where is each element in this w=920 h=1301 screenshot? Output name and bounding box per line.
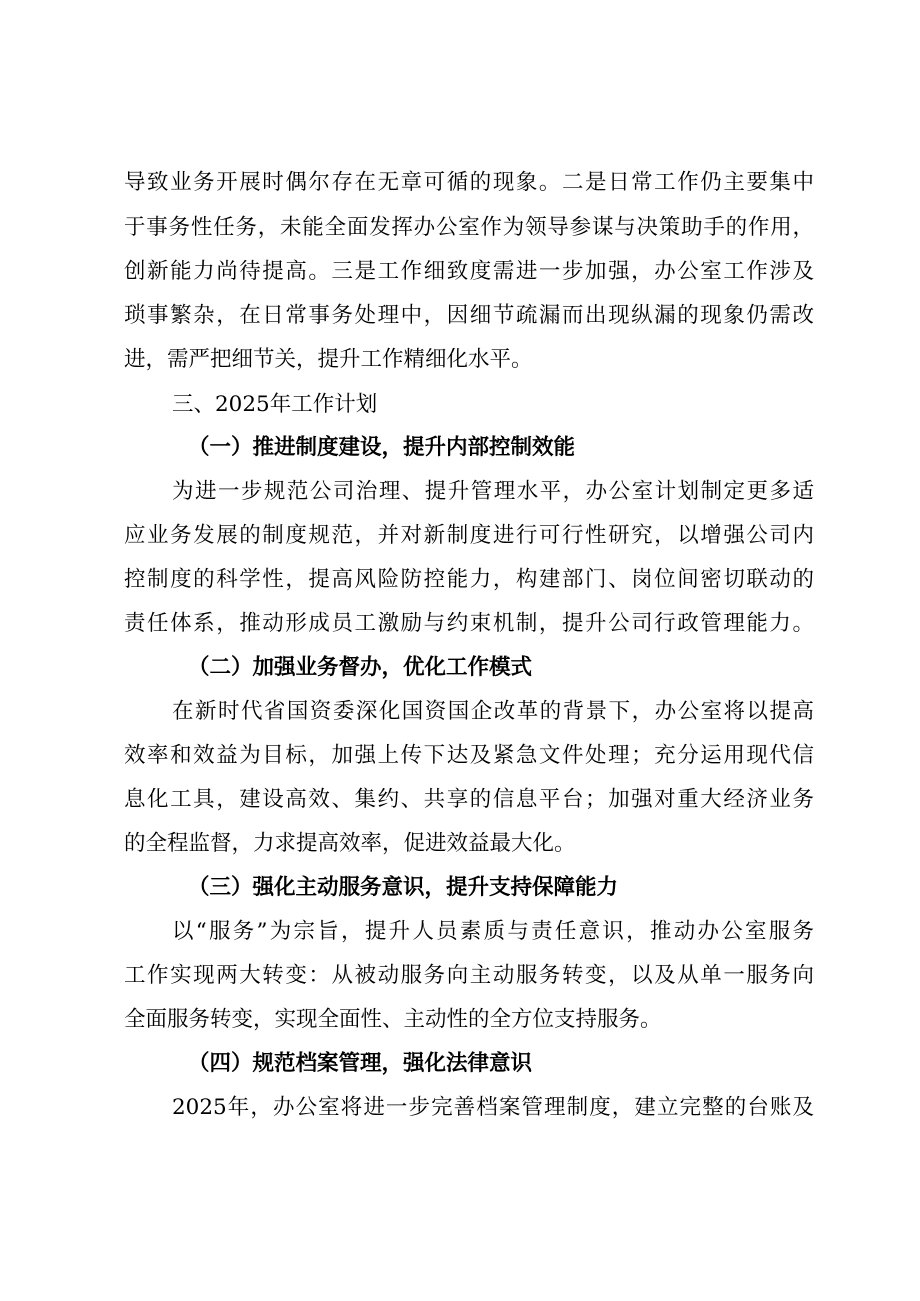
paragraph-line: 于事务性任务，未能全面发挥办公室作为领导参谋与决策助手的作用，: [124, 215, 814, 240]
paragraph-line: 全面服务转变，实现全面性、主动性的全方位支持服务。: [124, 1007, 662, 1032]
paragraph-line: 2025年，办公室将进一步完善档案管理制度，建立完整的台账及: [172, 1095, 814, 1120]
paragraph-line: 琐事繁杂，在日常事务处理中，因细节疏漏而出现纵漏的现象仍需改: [124, 303, 814, 328]
paragraph-line: 在新时代省国资委深化国资国企改革的背景下，办公室将以提高: [172, 699, 814, 724]
paragraph-line: 创新能力尚待提高。三是工作细致度需进一步加强，办公室工作涉及: [124, 259, 814, 284]
subsection-heading: （四）规范档案管理，强化法律意识: [188, 1051, 533, 1076]
paragraph-line: 以“服务”为宗旨，提升人员素质与责任意识，推动办公室服务: [172, 919, 814, 944]
subsection-heading: （一）推进制度建设，提升内部控制效能: [188, 435, 576, 460]
paragraph-line: 工作实现两大转变：从被动服务向主动服务转变，以及从单一服务向: [124, 963, 814, 988]
paragraph-line: 进，需严把细节关，提升工作精细化水平。: [124, 347, 533, 372]
paragraph-line: 导致业务开展时偶尔存在无章可循的现象。二是日常工作仍主要集中: [124, 170, 814, 195]
paragraph-line: 息化工具，建设高效、集约、共享的信息平台；加强对重大经济业务: [124, 787, 814, 812]
subsection-heading: （二）加强业务督办，优化工作模式: [188, 655, 533, 680]
paragraph-line: 效率和效益为目标，加强上传下达及紧急文件处理；充分运用现代信: [124, 743, 814, 768]
paragraph-line: 应业务发展的制度规范，并对新制度进行可行性研究，以增强公司内: [124, 523, 814, 548]
paragraph-line: 控制度的科学性，提高风险防控能力，构建部门、岗位间密切联动的: [124, 567, 814, 592]
paragraph-line: 责任体系，推动形成员工激励与约束机制，提升公司行政管理能力。: [124, 611, 814, 636]
paragraph-line: 的全程监督，力求提高效率，促进效益最大化。: [124, 831, 576, 856]
section-heading: 三、2025年工作计划: [172, 392, 378, 417]
subsection-heading: （三）强化主动服务意识，提升支持保障能力: [188, 875, 619, 900]
paragraph-line: 为进一步规范公司治理、提升管理水平，办公室计划制定更多适: [172, 479, 814, 504]
